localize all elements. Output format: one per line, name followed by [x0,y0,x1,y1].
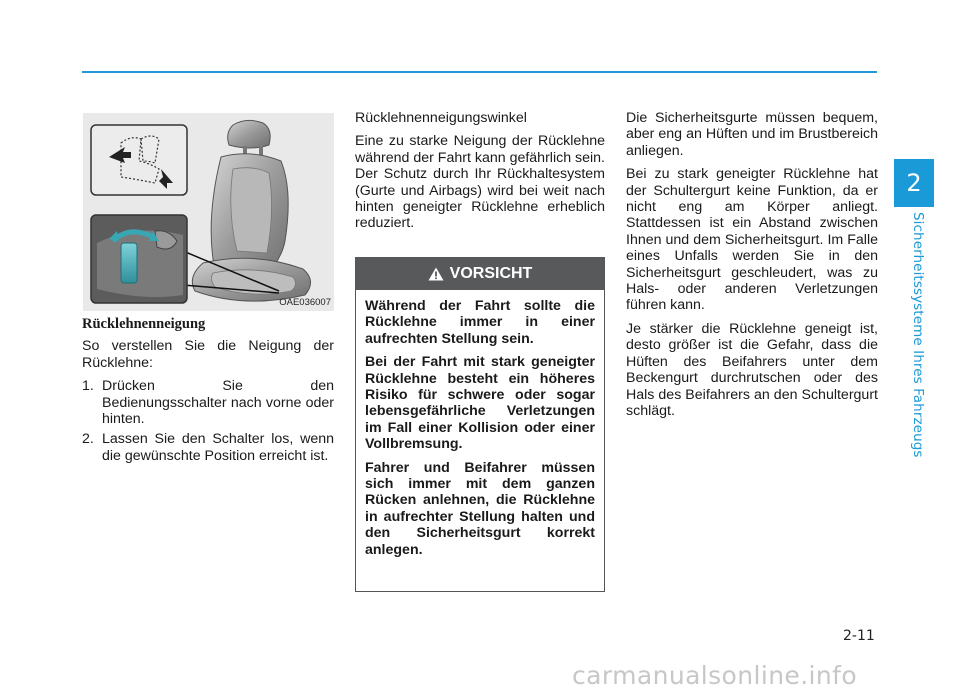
list-item [82,378,334,427]
intro-paragraph: So verstellen Sie die Neigung der Rücklehne: [82,338,334,371]
caution-header [356,258,604,290]
step-text: Drücken Sie den Bedienungsschalter nach vorne oder hinten. [102,378,334,428]
chapter-number-tab: 2 [894,159,934,207]
step-text: Lassen Sie den Schalter los, wenn die gewünschte Position erreicht ist. [102,431,334,464]
header-rule [82,71,877,73]
paragraph: Eine zu starke Neigung der Rücklehne während der Fahrt kann gefährlich sein. Der Schutz durch Ihr Rückhaltesystem (Gurte und Airbags) wird bei weit nach hinten geneigter Rücklehne erheblich reduziert. [355,133,605,232]
column-3 [626,110,878,426]
paragraph: Je stärker die Rücklehne geneigt ist, desto größer ist die Gefahr, dass die Hüften des Beifahrers unter dem Beckengurt durchrutschen oder des Hals des Beifahrers an den Schultergurt schlägt. [626,320,878,419]
seat-illustration [83,113,334,311]
warning-triangle-icon [428,267,444,281]
chapter-title: Sicherheitssysteme Ihres Fahrzeugs [910,212,926,458]
step-number: 1. [82,378,94,395]
column-2 [355,110,605,239]
paragraph: Bei zu stark geneigter Rücklehne hat der Schultergurt keine Funktion, da er nicht eng am Körper anliegt. Stattdessen ist ein Abstand zwischen Ihnen und dem Sicherheitsgurt. Im Falle eines Unfalls werden Sie in den Sicherheitsgurt geschleudert, was zu Hals- oder anderen Verletzungen führen kann. [626,166,878,314]
page-number: 2-11 [843,628,875,644]
step-number: 2. [82,431,94,448]
caution-label: VORSICHT [449,265,533,282]
seat-recline-figure [83,113,334,311]
section-heading: Rücklehnenneigung [82,316,206,332]
column-1 [82,316,334,468]
subheading: Rücklehnenneigungswinkel [355,110,527,126]
caution-paragraph: Fahrer und Beifahrer müssen sich immer mit dem ganzen Rücken anlehnen, die Rücklehne in aufrechter Stellung halten und den Sicherheitsgurt korrekt anlegen. [365,459,595,558]
caution-paragraph: Bei der Fahrt mit stark geneigter Rücklehne besteht ein höheres Risiko für schwere oder sogar lebensgefährliche Verletzungen im Fall einer Kollision oder einer Vollbremsung. [365,354,595,453]
caution-box [355,257,605,592]
figure-code: OAE036007 [279,297,331,308]
list-item [82,431,334,464]
paragraph: Die Sicherheitsgurte müssen bequem, aber eng an Hüften und im Brustbereich anliegen. [626,110,878,159]
watermark: carmanualsonline.info [572,661,858,690]
steps-list [82,378,334,464]
caution-body [356,290,604,558]
caution-paragraph: Während der Fahrt sollte die Rücklehne immer in einer aufrechten Stellung sein. [365,298,595,347]
